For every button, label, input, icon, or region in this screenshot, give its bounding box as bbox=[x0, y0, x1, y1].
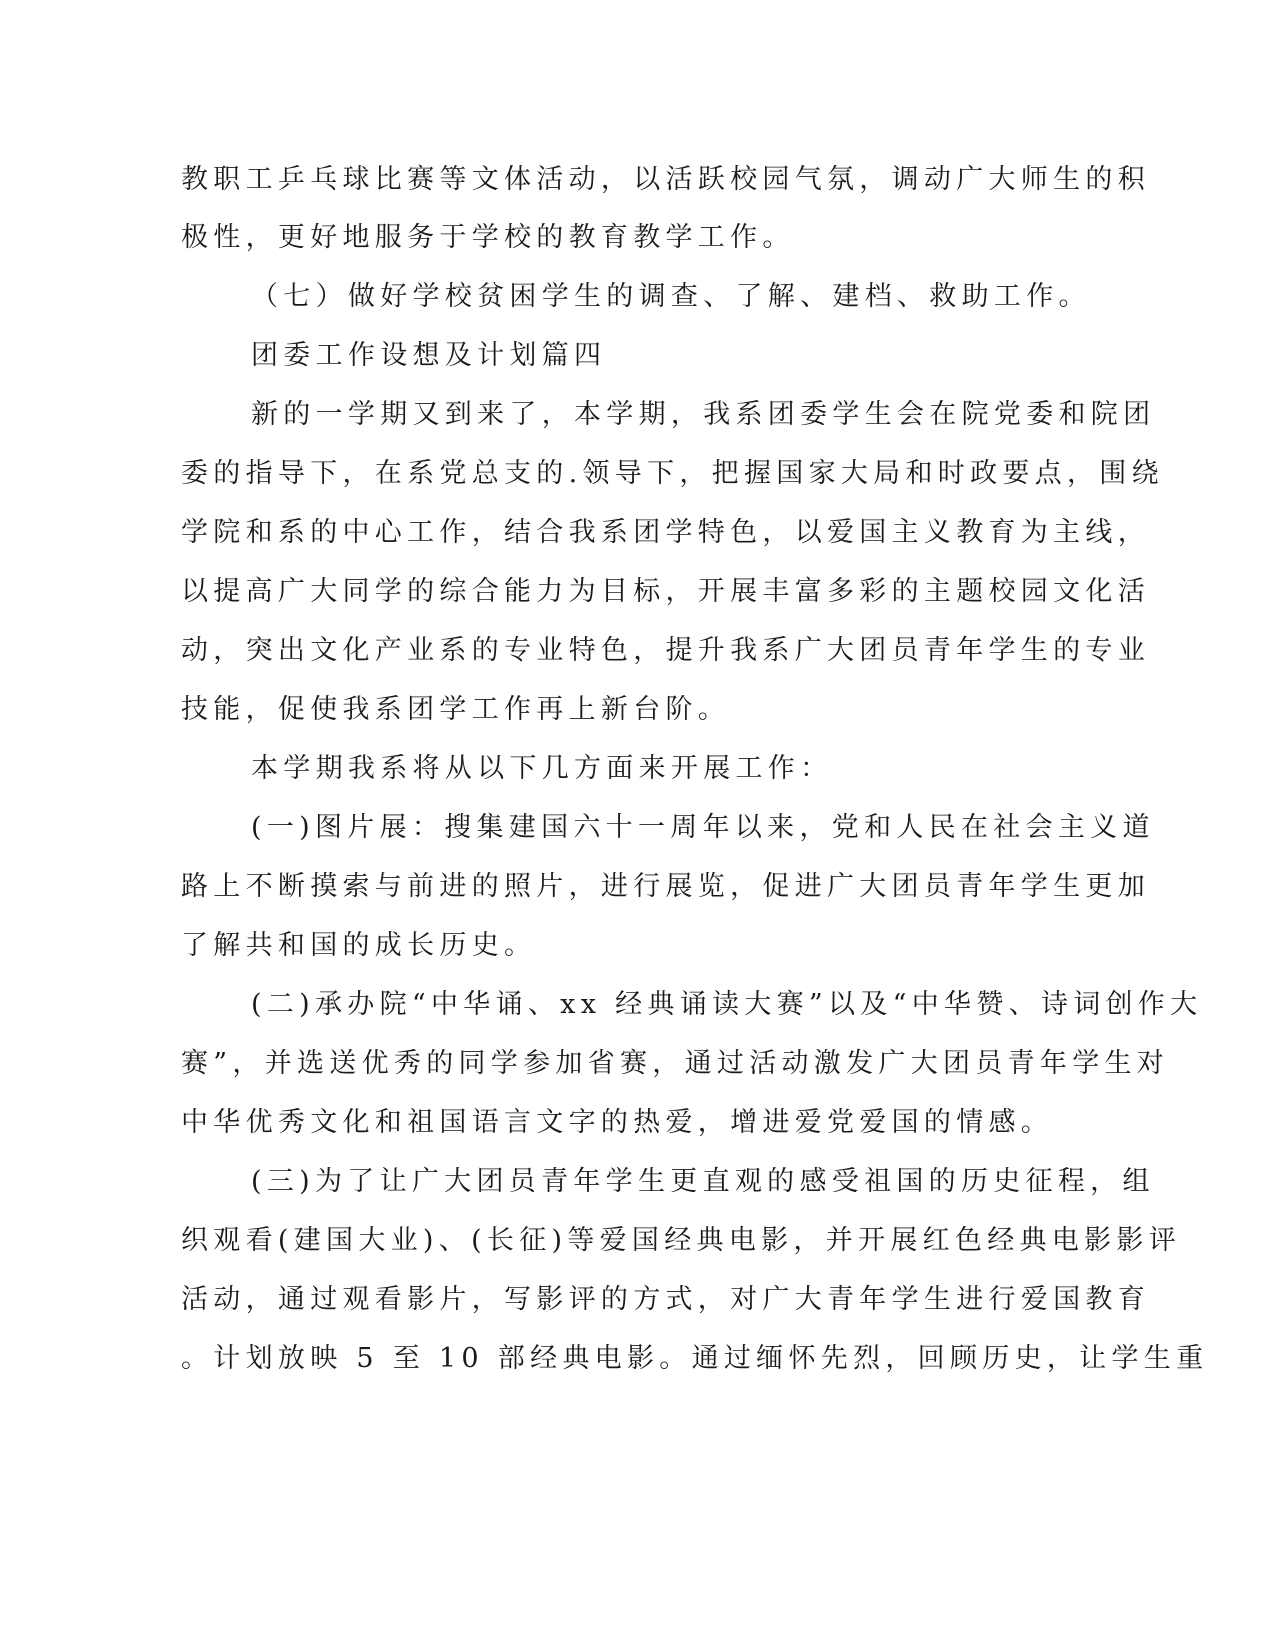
text-line: 本学期我系将从以下几方面来开展工作： bbox=[251, 753, 833, 784]
text-line: 中华优秀文化和祖国语言文字的热爱，增进爱党爱国的情感。 bbox=[181, 1107, 1054, 1138]
text-line: （七）做好学校贫困学生的调查、了解、建档、救助工作。 bbox=[251, 281, 1091, 312]
text-line: 。计划放映 5 至 10 部经典电影。通过缅怀先烈，回顾历史，让学生重 bbox=[181, 1343, 1209, 1374]
text-line: (三)为了让广大团员青年学生更直观的感受祖国的历史征程，组 bbox=[251, 1166, 1155, 1197]
text-line: 赛”，并选送优秀的同学参加省赛，通过活动激发广大团员青年学生对 bbox=[181, 1048, 1170, 1079]
text-line: 了解共和国的成长历史。 bbox=[181, 930, 537, 961]
text-line: 委的指导下，在系党总支的.领导下，把握国家大局和时政要点，围绕 bbox=[181, 458, 1164, 489]
text-line: (二)承办院“中华诵、xx 经典诵读大赛”以及“中华赞、诗词创作大 bbox=[251, 989, 1203, 1020]
text-line: 织观看(建国大业)、(长征)等爱国经典电影，并开展红色经典电影影评 bbox=[181, 1225, 1182, 1256]
text-line: 极性，更好地服务于学校的教育教学工作。 bbox=[181, 222, 795, 253]
text-line: 学院和系的中心工作，结合我系团学特色，以爱国主义教育为主线， bbox=[181, 517, 1150, 548]
text-line: (一)图片展：搜集建国六十一周年以来，党和人民在社会主义道 bbox=[251, 812, 1155, 843]
text-line: 活动，通过观看影片，写影评的方式，对广大青年学生进行爱国教育 bbox=[181, 1284, 1150, 1315]
section-heading: 团委工作设想及计划篇四 bbox=[251, 340, 607, 371]
text-line: 技能，促使我系团学工作再上新台阶。 bbox=[181, 694, 731, 725]
text-line: 动，突出文化产业系的专业特色，提升我系广大团员青年学生的专业 bbox=[181, 635, 1150, 666]
text-line: 以提高广大同学的综合能力为目标，开展丰富多彩的主题校园文化活 bbox=[181, 576, 1150, 607]
text-line: 教职工乒乓球比赛等文体活动，以活跃校园气氛，调动广大师生的积 bbox=[181, 164, 1150, 195]
text-line: 新的一学期又到来了，本学期，我系团委学生会在院党委和院团 bbox=[251, 399, 1156, 430]
text-line: 路上不断摸索与前进的照片，进行展览，促进广大团员青年学生更加 bbox=[181, 871, 1150, 902]
